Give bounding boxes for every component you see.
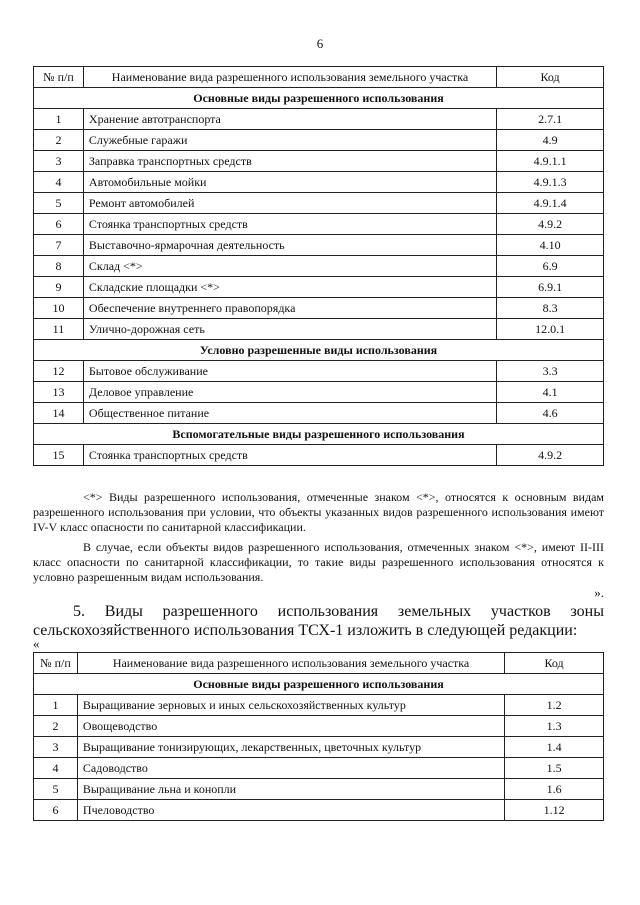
row-name: Пчеловодство — [77, 800, 504, 821]
section-5-heading: 5. Виды разрешенного использования земельных участков зоны сельскохозяйственного использования ТСХ-1 изложить в следующей редакции: — [33, 603, 604, 639]
row-number: 15 — [34, 445, 84, 466]
table-row — [34, 716, 604, 737]
row-code: 4.9.2 — [497, 445, 604, 466]
table-row — [34, 319, 604, 340]
row-number: 8 — [34, 256, 84, 277]
row-code: 12.0.1 — [497, 319, 604, 340]
column-header-name: Наименование вида разрешенного использования земельного участка — [77, 653, 504, 674]
table-row — [34, 737, 604, 758]
row-number: 6 — [34, 214, 84, 235]
table-row — [34, 445, 604, 466]
row-name: Обеспечение внутреннего правопорядка — [83, 298, 496, 319]
section-row-conditional — [34, 340, 604, 361]
section-title: Основные виды разрешенного использования — [34, 88, 604, 109]
land-use-table-agricultural — [33, 652, 604, 821]
row-number: 5 — [34, 779, 78, 800]
table-row — [34, 130, 604, 151]
row-name: Автомобильные мойки — [83, 172, 496, 193]
row-name: Хранение автотранспорта — [83, 109, 496, 130]
section-row-main — [34, 674, 604, 695]
closing-quote: ». — [594, 585, 604, 600]
column-header-name: Наименование вида разрешенного использования земельного участка — [83, 67, 496, 88]
row-name: Общественное питание — [83, 403, 496, 424]
row-number: 12 — [34, 361, 84, 382]
column-header-number: № п/п — [34, 67, 84, 88]
table-row — [34, 403, 604, 424]
row-name: Выращивание зерновых и иных сельскохозяйственных культур — [77, 695, 504, 716]
table-row — [34, 298, 604, 319]
row-number: 7 — [34, 235, 84, 256]
table-row — [34, 758, 604, 779]
row-code: 6.9.1 — [497, 277, 604, 298]
footnote-main-condition: <*> Виды разрешенного использования, отмеченные знаком <*>, относятся к основным видам разрешенного использования при условии, что объекты указанных видов разрешенного использования имеют IV-V класс опасности по санитарной классификации. — [33, 490, 604, 534]
row-code: 4.6 — [497, 403, 604, 424]
row-code: 1.3 — [505, 716, 604, 737]
section-title: Основные виды разрешенного использования — [34, 674, 604, 695]
row-number: 4 — [34, 758, 78, 779]
row-code: 4.1 — [497, 382, 604, 403]
table-header-row — [34, 653, 604, 674]
row-code: 4.10 — [497, 235, 604, 256]
row-code: 4.9.1.4 — [497, 193, 604, 214]
column-header-code: Код — [497, 67, 604, 88]
page-number: 6 — [316, 36, 324, 51]
section-row-main — [34, 88, 604, 109]
row-name: Складские площадки <*> — [83, 277, 496, 298]
table-row — [34, 382, 604, 403]
row-number: 1 — [34, 109, 84, 130]
column-header-number: № п/п — [34, 653, 78, 674]
table-row — [34, 172, 604, 193]
row-name: Склад <*> — [83, 256, 496, 277]
row-number: 4 — [34, 172, 84, 193]
table-header-row — [34, 67, 604, 88]
row-name: Улично-дорожная сеть — [83, 319, 496, 340]
row-number: 2 — [34, 130, 84, 151]
row-code: 1.2 — [505, 695, 604, 716]
row-code: 1.12 — [505, 800, 604, 821]
row-number: 14 — [34, 403, 84, 424]
table-row — [34, 277, 604, 298]
row-name: Служебные гаражи — [83, 130, 496, 151]
row-number: 11 — [34, 319, 84, 340]
column-header-code: Код — [505, 653, 604, 674]
row-code: 4.9.1.3 — [497, 172, 604, 193]
table-row — [34, 235, 604, 256]
row-code: 6.9 — [497, 256, 604, 277]
row-name: Стоянка транспортных средств — [83, 445, 496, 466]
row-name: Заправка транспортных средств — [83, 151, 496, 172]
footnote-conditional-condition: В случае, если объекты видов разрешенного использования, отмеченных знаком <*>, имеют II-III класс опасности по санитарной классификации, то такие виды разрешенного использования относятся к условно разрешенным видам использования. — [33, 540, 604, 584]
table-row — [34, 151, 604, 172]
land-use-table-industrial — [33, 66, 604, 466]
table-row — [34, 800, 604, 821]
row-code: 1.4 — [505, 737, 604, 758]
row-code: 1.5 — [505, 758, 604, 779]
row-code: 3.3 — [497, 361, 604, 382]
row-number: 5 — [34, 193, 84, 214]
section-title: Условно разрешенные виды использования — [34, 340, 604, 361]
opening-quote: « — [33, 636, 40, 651]
row-name: Выращивание льна и конопли — [77, 779, 504, 800]
row-name: Овощеводство — [77, 716, 504, 737]
row-name: Деловое управление — [83, 382, 496, 403]
row-number: 2 — [34, 716, 78, 737]
row-number: 3 — [34, 151, 84, 172]
row-code: 4.9.1.1 — [497, 151, 604, 172]
table-row — [34, 193, 604, 214]
row-number: 3 — [34, 737, 78, 758]
section-title: Вспомогательные виды разрешенного использования — [34, 424, 604, 445]
section-row-auxiliary — [34, 424, 604, 445]
row-name: Выращивание тонизирующих, лекарственных, цветочных культур — [77, 737, 504, 758]
row-number: 6 — [34, 800, 78, 821]
row-name: Стоянка транспортных средств — [83, 214, 496, 235]
row-number: 9 — [34, 277, 84, 298]
row-number: 1 — [34, 695, 78, 716]
row-name: Садоводство — [77, 758, 504, 779]
table-row — [34, 214, 604, 235]
row-name: Выставочно-ярмарочная деятельность — [83, 235, 496, 256]
row-code: 4.9 — [497, 130, 604, 151]
row-number: 10 — [34, 298, 84, 319]
table-row — [34, 361, 604, 382]
row-name: Бытовое обслуживание — [83, 361, 496, 382]
row-number: 13 — [34, 382, 84, 403]
row-code: 8.3 — [497, 298, 604, 319]
row-name: Ремонт автомобилей — [83, 193, 496, 214]
row-code: 2.7.1 — [497, 109, 604, 130]
row-code: 1.6 — [505, 779, 604, 800]
table-row — [34, 109, 604, 130]
table-row — [34, 695, 604, 716]
table-row — [34, 256, 604, 277]
table-row — [34, 779, 604, 800]
row-code: 4.9.2 — [497, 214, 604, 235]
